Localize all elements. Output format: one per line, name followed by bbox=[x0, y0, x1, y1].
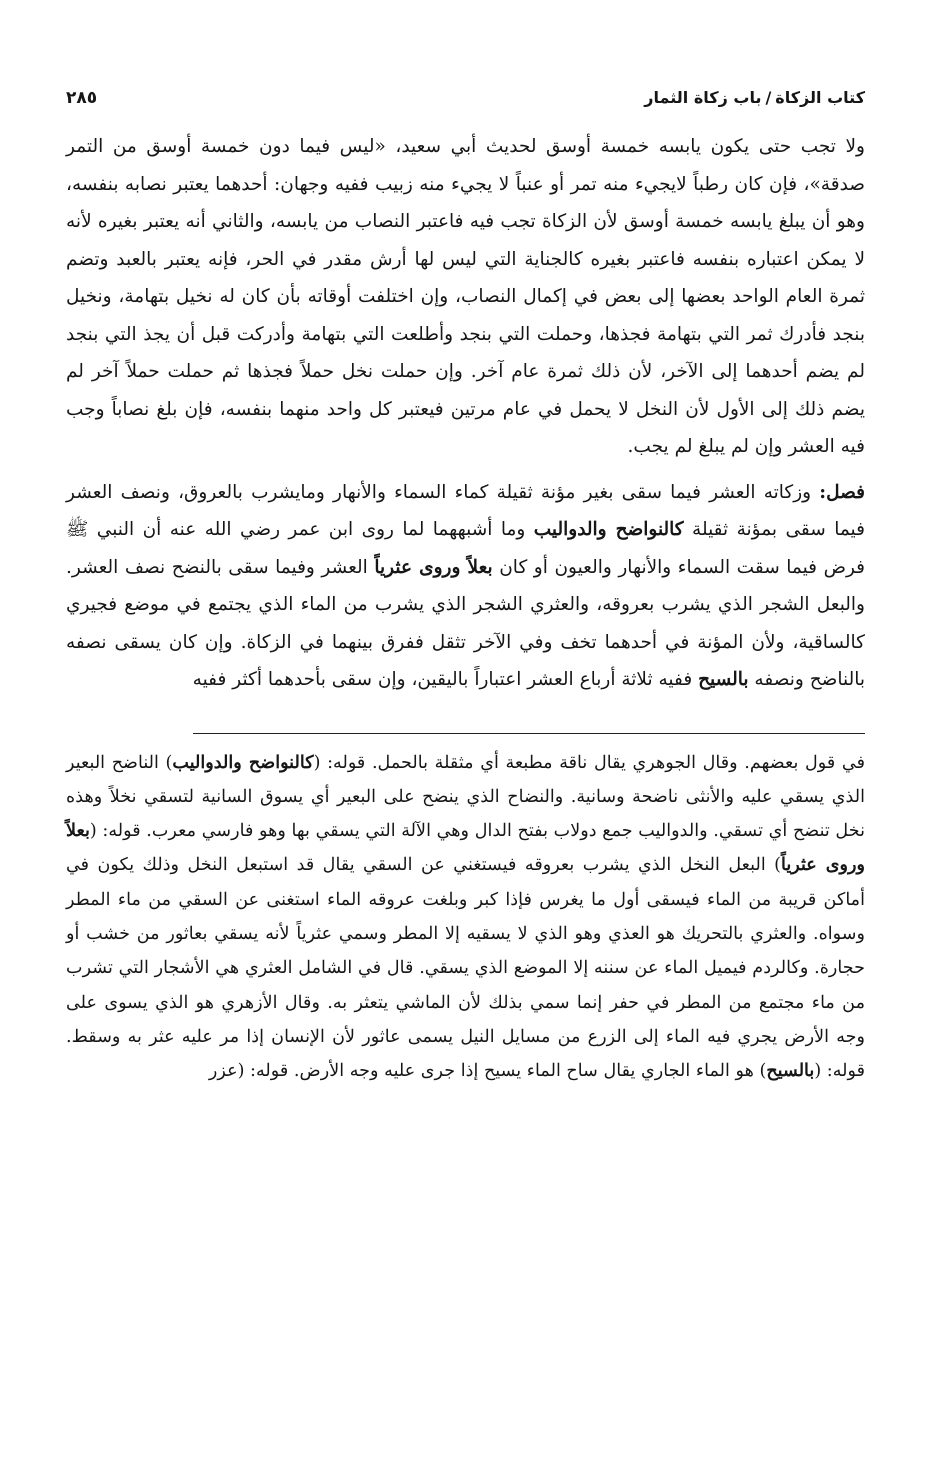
footnote-segment: في قول بعضهم. وقال الجوهري يقال ناقة مطبعة أي مثقلة بالحمل. قوله: ( bbox=[313, 752, 865, 773]
footnote-divider bbox=[193, 733, 865, 734]
paragraph-segment: ففيه ثلاثة أرباع العشر اعتباراً باليقين، وإن سقى بأحدهما أكثر ففيه bbox=[192, 669, 699, 690]
paragraph-segment: وزكاته العشر فيما سقى بغير مؤنة ثقيلة كماء السماء والأنهار ومايشرب بالعروق، ونصف العشر فيما سقى بمؤنة ثقيلة bbox=[66, 481, 865, 540]
paragraph-segment: وما أشبههما لما روى ابن عمر رضي الله عنه أن النبي ﷺ فرض فيما سقت السماء والأنهار والعيون أو كان bbox=[66, 519, 866, 578]
paragraph-segment: العشر وفيما سقى بالنضح نصف العشر. والبعل الشجر الذي يشرب بعروقه، والعثري الشجر الذي يشرب من الماء الذي يجتمع في موضع فجيري كالساقية، ولأن المؤنة في أحدهما تخف وفي الآخر تثقل ففرق بينهما في الزكاة. وإن كان يسقى نصفه بالناضح ونصفه bbox=[66, 556, 865, 690]
chapter-title: باب زكاة الثمار bbox=[644, 88, 762, 107]
book-title: كتاب الزكاة bbox=[775, 88, 865, 107]
page-number: ٢٨٥ bbox=[66, 88, 98, 108]
main-paragraph-1: ولا تجب حتى يكون يابسه خمسة أوسق لحديث أبي سعيد، «ليس فيما دون خمسة أوسق من التمر صدقة»، فإن كان رطباً لايجيء منه تمر أو عنباً لا يجيء منه زبيب ففيه وجهان: أحدهما يعتبر نصابه بنفسه، وهو أن يبلغ يابسه خمسة أوسق لأن الزكاة تجب فيه فاعتبر النصاب من يابسه، والثاني أنه يعتبر بغيره لأنه لا يمكن اعتباره بنفسه فاعتبر بغيره كالجناية التي ليس لها أرش مقدر في الحر، فإنه يعتبر بالعبد وتضم ثمرة العام الواحد بعضها إلى بعض في إكمال النصاب، وإن اختلفت أوقاته بأن كان له نخيل بتهامة، ونخيل بنجد فأدرك ثمر التي بتهامة فجذها، وحملت التي بنجد وأطلعت التي بتهامة وأدركت قبل أن يجذ التي بنجد لم يضم أحدهما إلى الآخر، لأن ذلك ثمرة عام آخر. وإن حملت نخل حملاً فجذها ثم حملت حملاً آخر لم يضم ذلك إلى الأول لأن النخل لا يحمل في عام مرتين فيعتبر كل واحد منهما بنفسه، فإن بلغ نصاباً وجب فيه العشر وإن لم يبلغ لم يجب. bbox=[66, 136, 865, 457]
section-label: فصل: bbox=[819, 481, 865, 503]
bold-term: بعلاً وروى عثرياً bbox=[374, 556, 493, 578]
bold-term: كالنواضح والدواليب bbox=[172, 751, 314, 773]
footnote-segment: ) هو الماء الجاري يقال ساح الماء يسيح إذا جرى عليه وجه الأرض. قوله: (عزر bbox=[208, 1061, 767, 1082]
bold-term: بالسيح bbox=[698, 669, 749, 690]
running-title bbox=[644, 88, 865, 107]
bold-term: بالسيح bbox=[766, 1060, 815, 1082]
footnote-paragraph bbox=[66, 746, 865, 1089]
footnote-segment: ) البعل النخل الذي يشرب بعروقه فيستغني عن السقي يقال قد استبعل النخل وذلك يكون في أماكن قريبة من الماء فيسقى أول ما يغرس فإذا كبر وبلغت عروقه الماء استغنى عن السقي من ماء المطر وسواه. والعثري بالتحريك هو العذي وهو الذي لا يسقيه إلا المطر وسمي عثرياً لأنه يسقي بعاثور من خشب أو حجارة. وكالردم فيميل الماء عن سننه إلا الموضع الذي يسقي. قال في الشامل العثري هي الأشجار التي تشرب من ماء مجتمع من المطر في حفر إنما سمي بذلك لأن الماشي يتعثر به. وقال الأزهري هو الذي يسوى على وجه الأرض يجري فيه الماء إلى الزرع من مسايل النيل يسمى عاثور لأن الإنسان إذا مر عليه عثر به وسقط. قوله: ( bbox=[66, 855, 865, 1082]
bold-term: كالنواضح والدواليب bbox=[533, 519, 684, 540]
main-paragraph-2 bbox=[66, 474, 865, 699]
main-text bbox=[66, 128, 865, 699]
title-separator: / bbox=[765, 88, 772, 107]
bold-term: بعلاً وروى عثرياً bbox=[66, 820, 865, 876]
page-header bbox=[66, 88, 865, 122]
footnote-segment: ) الناضح البعير الذي يسقي عليه والأنثى ناضحة وسانية. والنضاح الذي ينضح على البعير أي يسوق السانية لتسقي نخلاً وهذه نخل تنضح أي تسقي. والدواليب جمع دولاب بفتح الدال وهي الآلة التي يسقي بها وهو فارسي معرب. قوله: ( bbox=[66, 752, 865, 842]
footnotes bbox=[66, 746, 865, 1089]
